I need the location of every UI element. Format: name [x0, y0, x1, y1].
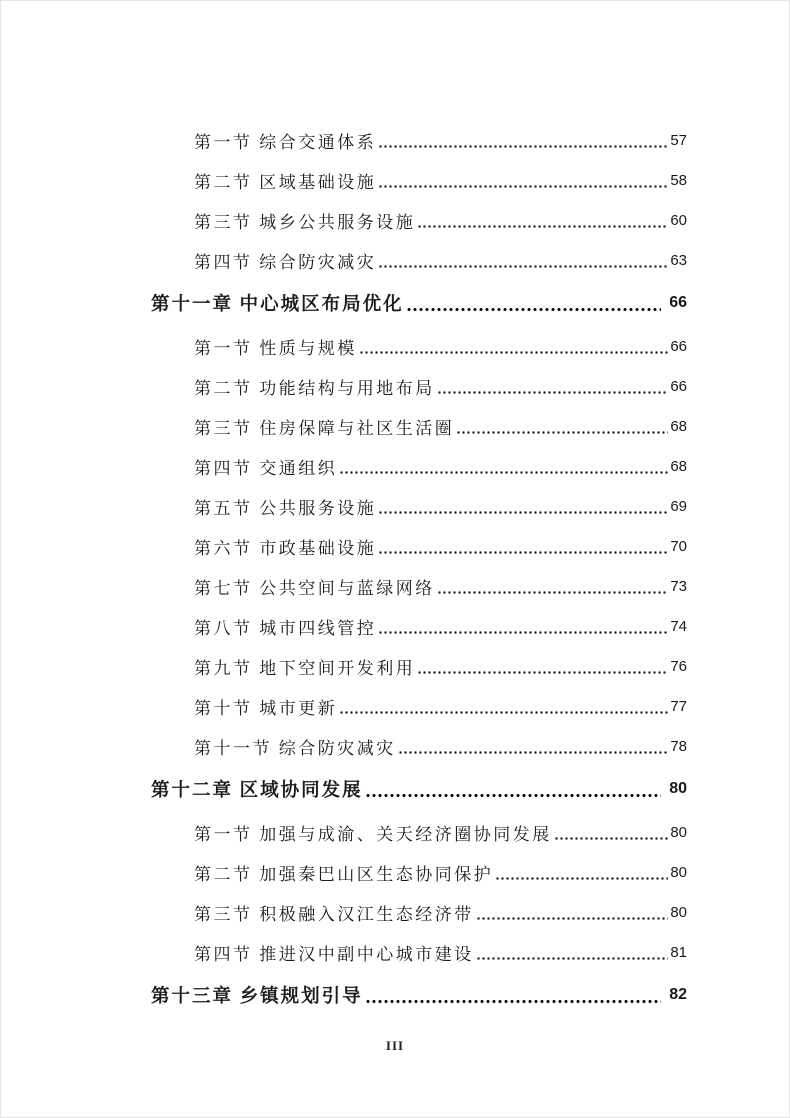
dot-leader: [359, 351, 669, 354]
toc-entry: [151, 566, 687, 606]
toc-entry-label: 第九节 地下空间开发利用: [194, 658, 416, 678]
toc-entry: [151, 726, 687, 766]
toc-entry-page-number: 66: [669, 294, 687, 311]
toc-entry-page-number: 77: [670, 697, 687, 715]
toc-entry-label: 第四节 推进汉中副中心城市建设: [194, 944, 474, 964]
toc-entry-page-number: 74: [670, 617, 687, 635]
toc-entry-page-number: 82: [669, 986, 687, 1003]
dot-leader: [378, 631, 668, 634]
dot-leader: [554, 837, 669, 840]
toc-entry: [151, 686, 687, 726]
toc-entry-page-number: 81: [670, 943, 687, 961]
dot-leader: [378, 265, 668, 268]
toc-entry-label: 第三节 城乡公共服务设施: [194, 212, 416, 232]
toc-entry-label: 第十一节 综合防灾减灾: [194, 738, 396, 758]
toc-entry: [151, 812, 687, 852]
toc-entry-label: 第二节 功能结构与用地布局: [194, 378, 435, 398]
dot-leader: [437, 391, 669, 394]
toc-entry-page-number: 68: [670, 417, 687, 435]
toc-entry-page-number: 60: [670, 211, 687, 229]
toc-entry: [151, 406, 687, 446]
toc-entry: [151, 240, 687, 280]
toc-entry: [151, 200, 687, 240]
toc-entry-label: 第二节 加强秦巴山区生态协同保护: [194, 864, 494, 884]
toc-entry-page-number: 80: [669, 780, 687, 797]
toc-entry: [151, 646, 687, 686]
toc-entry: [151, 366, 687, 406]
toc-entry-page-number: 80: [670, 903, 687, 921]
toc-entry-label: 第四节 交通组织: [194, 458, 338, 478]
toc-entry: [151, 892, 687, 932]
toc-entry: [151, 852, 687, 892]
toc-entry-label: 第一节 加强与成渝、关天经济圈协同发展: [194, 824, 552, 844]
dot-leader: [365, 794, 662, 797]
toc-entry-label: 第十三章 乡镇规划引导: [151, 987, 363, 1007]
toc-entry-page-number: 80: [670, 823, 687, 841]
toc-entry-page-number: 66: [670, 377, 687, 395]
toc-entry-label: 第十二章 区域协同发展: [151, 781, 363, 801]
dot-leader: [339, 471, 668, 474]
toc-entry-page-number: 69: [670, 497, 687, 515]
dot-leader: [406, 308, 662, 311]
dot-leader: [495, 877, 668, 880]
dot-leader: [456, 431, 668, 434]
toc-entry-label: 第三节 积极融入汉江生态经济带: [194, 904, 474, 924]
toc-entry-page-number: 73: [670, 577, 687, 595]
toc-entry-label: 第四节 综合防灾减灾: [194, 252, 377, 272]
toc-entry-page-number: 63: [670, 251, 687, 269]
toc-entry-label: 第二节 区域基础设施: [194, 172, 377, 192]
toc-entry: [151, 606, 687, 646]
toc-entry-label: 第十一章 中心城区布局优化: [151, 295, 404, 315]
toc-entry: [151, 160, 687, 200]
toc-entry-page-number: 80: [670, 863, 687, 881]
toc-entry: [151, 526, 687, 566]
toc-entry: [151, 326, 687, 366]
toc-entry: [151, 446, 687, 486]
toc-entry: [151, 972, 687, 1018]
dot-leader: [476, 957, 669, 960]
dot-leader: [378, 511, 668, 514]
toc-entry-label: 第五节 公共服务设施: [194, 498, 377, 518]
toc-entry-page-number: 68: [670, 457, 687, 475]
toc-entry-label: 第一节 性质与规模: [194, 338, 357, 358]
toc-entry: [151, 932, 687, 972]
toc-entry-page-number: 57: [670, 131, 687, 149]
toc-entry-label: 第六节 市政基础设施: [194, 538, 377, 558]
toc-entry-label: 第三节 住房保障与社区生活圈: [194, 418, 455, 438]
toc-entry-label: 第十节 城市更新: [194, 698, 338, 718]
toc-entry: [151, 766, 687, 812]
toc-entry-page-number: 78: [670, 737, 687, 755]
dot-leader: [437, 591, 669, 594]
dot-leader: [365, 1000, 662, 1003]
toc-entry-page-number: 58: [670, 171, 687, 189]
footer-page-number: III: [385, 1038, 405, 1053]
dot-leader: [417, 671, 668, 674]
toc-entry: [151, 486, 687, 526]
toc-entry-label: 第一节 综合交通体系: [194, 132, 377, 152]
page-footer: [1, 1037, 789, 1055]
dot-leader: [378, 145, 668, 148]
toc-entry: [151, 280, 687, 326]
toc-entry-label: 第七节 公共空间与蓝绿网络: [194, 578, 435, 598]
dot-leader: [417, 225, 668, 228]
dot-leader: [476, 917, 669, 920]
toc-entry-page-number: 70: [670, 537, 687, 555]
dot-leader: [398, 751, 669, 754]
toc-list: [151, 120, 687, 1018]
dot-leader: [339, 711, 668, 714]
dot-leader: [378, 551, 668, 554]
toc-entry-page-number: 76: [670, 657, 687, 675]
toc-entry: [151, 120, 687, 160]
dot-leader: [378, 185, 668, 188]
toc-entry-label: 第八节 城市四线管控: [194, 618, 377, 638]
toc-entry-page-number: 66: [670, 337, 687, 355]
